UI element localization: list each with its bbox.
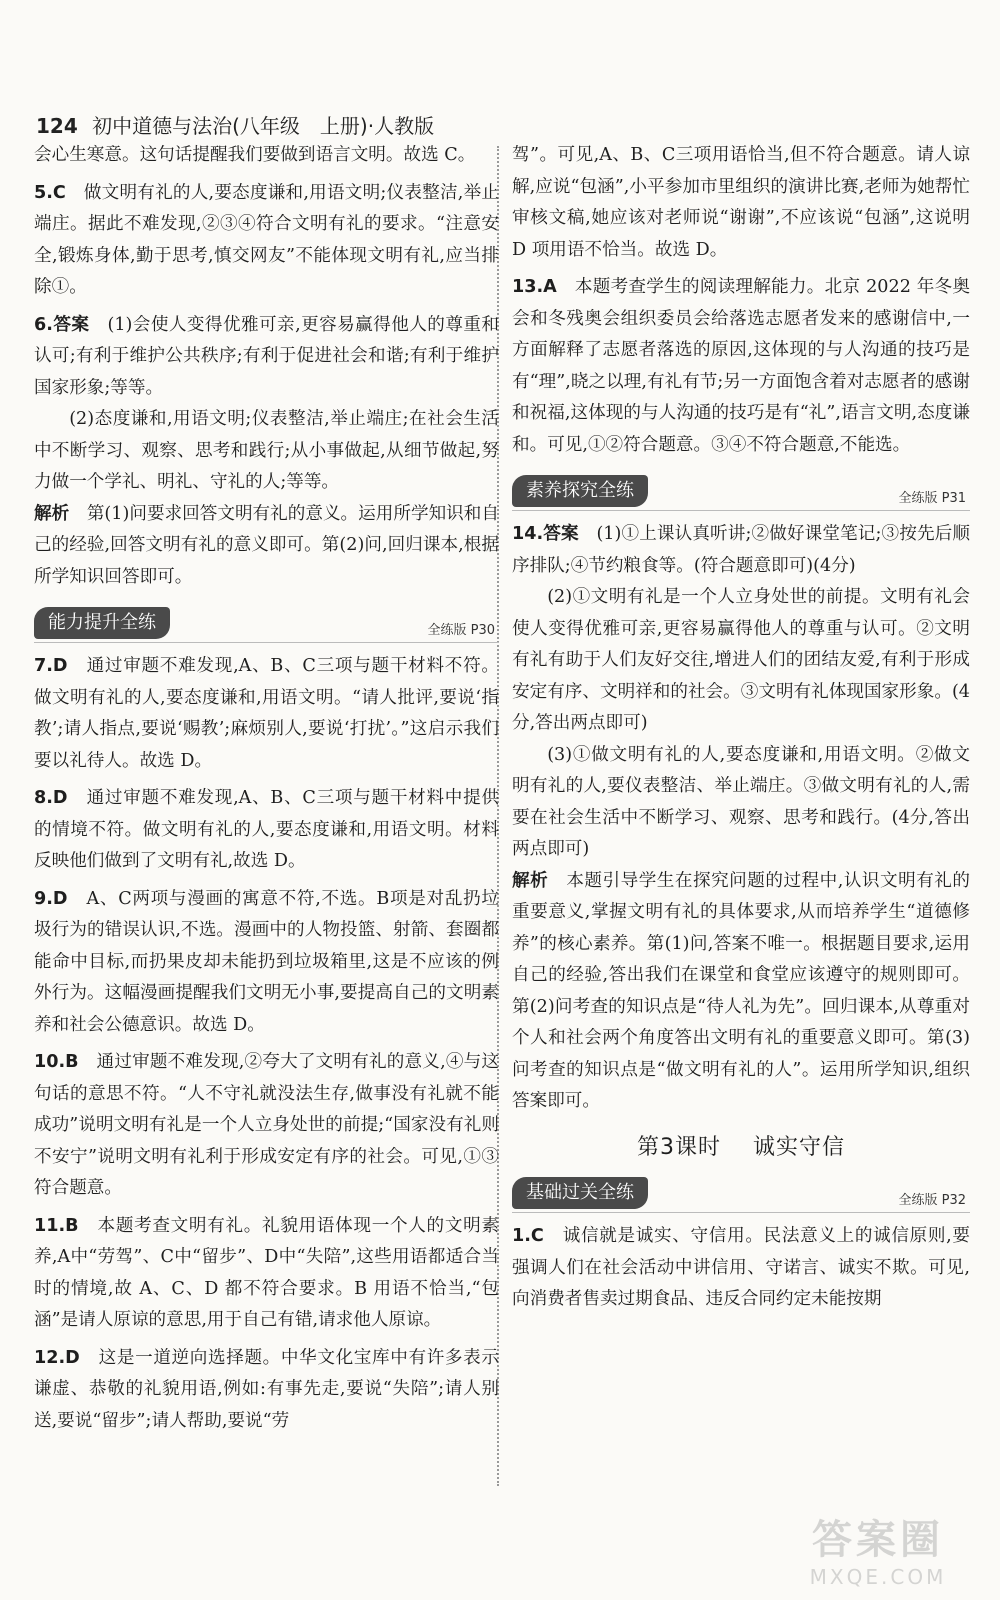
section-tag: 能力提升全练	[34, 607, 170, 639]
lesson-heading	[512, 1132, 970, 1164]
answer-text: 本题考查学生的阅读理解能力。北京 2022 年冬奥会和冬残奥会组织委员会给落选志愿者发来的感谢信中,一方面解释了志愿者落选的原因,这体现的与人沟通的技巧是有“理”,晓之以理,有礼有节;另一方面饱含着对志愿者的感谢和祝福,这体现的与人沟通的技巧是有“礼”,语言文明,态度谦和。可见,①②符合题意。③④不符合题意,不能选。	[512, 277, 970, 455]
answer-text: 会心生寒意。这句话提醒我们要做到语言文明。故选 C。	[34, 145, 476, 165]
question-14	[512, 519, 970, 1118]
question-9	[34, 884, 499, 1042]
answer-text: 驾”。可见,A、B、C三项用语恰当,但不符合题意。请人谅解,应说“包涵”,小平参加市里组织的演讲比赛,老师为她帮忙审核文稿,她应该对老师说“谢谢”,不应该说“包涵”,这说明 D 项用语不恰当。故选 D。	[512, 145, 970, 260]
question-12-tail	[512, 140, 970, 266]
question-6	[34, 310, 499, 594]
question-12	[34, 1343, 499, 1438]
question-number: 10.B	[34, 1052, 79, 1072]
answer-text: A、C两项与漫画的寓意不符,不选。B项是对乱扔垃圾行为的错误认识,不选。漫画中的人物投篮、射箭、套圈都能命中目标,而扔果皮却未能扔到垃圾箱里,这是不应该的例外行为。这幅漫画提醒我们文明无小事,要提高自己的文明素养和社会公德意识。故选 D。	[34, 888, 499, 1035]
analysis-text: 本题引导学生在探究问题的过程中,认识文明有礼的重要意义,掌握文明有礼的具体要求,从而培养学生“道德修养”的核心素养。第(1)问,答案不唯一。根据题目要求,运用自己的经验,答出我们在课堂和食堂应该遵守的规则即可。第(2)问考查的知识点是“待人礼为先”。回归课本,从尊重对个人和社会两个角度答出文明有礼的重要意义即可。第(3)问考查的知识点是“做文明有礼的人”。运用所学知识,组织答案即可。	[512, 870, 970, 1111]
analysis-label: 解析	[512, 870, 549, 891]
section-ref: 全练版 P31	[898, 491, 966, 506]
question-5	[34, 178, 499, 304]
section-header	[34, 607, 499, 641]
watermark-url: MXQE.COM	[809, 1565, 947, 1589]
question-number: 12.D	[34, 1347, 80, 1368]
question-number: 13.A	[512, 277, 557, 297]
answer-text: 通过审题不难发现,②夸大了文明有礼的意义,④与这句话的意思不符。“人不守礼就没法生存,做事没有礼就不能成功”说明文明有礼是一个人立身处世的前提;“国家没有礼则不安宁”说明文明有礼利于形成安定有序的社会。可见,①③符合题意。	[34, 1052, 499, 1198]
book-title: 初中道德与法治(八年级 上册)·人教版	[92, 114, 435, 138]
analysis-label: 解析	[34, 503, 70, 524]
question-7	[34, 651, 499, 777]
lesson-label: 第3课时	[636, 1134, 721, 1160]
analysis-text: 第(1)问要求回答文明有礼的意义。运用所学知识和自己的经验,回答文明有礼的意义即可。第(2)问,回归课本,根据所学知识回答即可。	[34, 503, 499, 587]
answer-text: (3)①做文明有礼的人,要态度谦和,用语文明。②做文明有礼的人,要仪表整洁、举止端庄。③做文明有礼的人,需要在社会生活中不断学习、观察、思考和践行。(4分,答出两点即可)	[512, 744, 970, 859]
answer-text: 诚信就是诚实、守信用。民法意义上的诚信原则,要强调人们在社会活动中讲信用、守诺言、诚实不欺。可见,向消费者售卖过期食品、违反合同约定未能按期	[512, 1226, 970, 1309]
answer-text: 本题考查文明有礼。礼貌用语体现一个人的文明素养,A中“劳驾”、C中“留步”、D中“失陪”,这些用语都适合当时的情境,故 A、C、D 都不符合要求。B 用语不恰当,“包涵”是请人原谅的意思,用于自己有错,请求他人原谅。	[34, 1215, 499, 1330]
section-tag: 素养探究全练	[512, 475, 648, 507]
question-11	[34, 1211, 499, 1337]
section-header	[512, 475, 970, 509]
right-column	[512, 140, 970, 1322]
question-number: 7.D	[34, 656, 68, 676]
left-column	[34, 140, 499, 1443]
section-rule	[34, 642, 499, 643]
answer-text: 这是一道逆向选择题。中华文化宝库中有许多表示谦虚、恭敬的礼貌用语,例如:有事先走,要说“失陪”;请人别送,要说“留步”;请人帮助,要说“劳	[34, 1347, 499, 1431]
question-4-tail	[34, 140, 499, 172]
answer-text: 做文明有礼的人,要态度谦和,用语文明;仪表整洁,举止端庄。据此不难发现,②③④符合文明有礼的要求。“注意安全,锻炼身体,勤于思考,慎交网友”不能体现文明有礼,应当排除①。	[34, 182, 499, 297]
question-8	[34, 783, 499, 878]
section-ref: 全练版 P32	[898, 1193, 966, 1208]
lesson-title: 诚实守信	[752, 1134, 845, 1160]
watermark-logo	[778, 1508, 978, 1588]
answer-text: (1)①上课认真听讲;②做好课堂笔记;③按先后顺序排队;④节约粮食等。(符合题意即可)(4分)	[512, 524, 970, 576]
section-tag: 基础过关全练	[512, 1177, 648, 1209]
section-header	[512, 1177, 970, 1211]
question-number: 9.D	[34, 888, 68, 909]
question-10	[34, 1047, 499, 1205]
question-number: 14.答案	[512, 524, 579, 544]
question-number: 5.C	[34, 182, 66, 203]
answer-text: 通过审题不难发现,A、B、C三项与题干材料不符。做文明有礼的人,要态度谦和,用语文明。“请人批评,要说‘指教’;请人指点,要说‘赐教’;麻烦别人,要说‘打扰’。”这启示我们要以礼待人。故选 D。	[34, 656, 499, 771]
question-number: 1.C	[512, 1226, 544, 1246]
answer-text: (2)态度谦和,用语文明;仪表整洁,举止端庄;在社会生活中不断学习、观察、思考和践行;从小事做起,从细节做起,努力做一个学礼、明礼、守礼的人;等等。	[34, 409, 499, 492]
question-1	[512, 1221, 970, 1316]
question-number: 11.B	[34, 1215, 79, 1236]
answer-text: 通过审题不难发现,A、B、C三项与题干材料中提供的情境不符。做文明有礼的人,要态度谦和,用语文明。材料反映他们做到了文明有礼,故选 D。	[34, 788, 499, 871]
answer-text: (2)①文明有礼是一个人立身处世的前提。文明有礼会使人变得优雅可亲,更容易赢得他人的尊重与认可。②文明有礼有助于人们友好交往,增进人们的团结友爱,有利于形成安定有序、文明祥和的社会。③文明有礼体现国家形象。(4分,答出两点即可)	[512, 587, 970, 733]
question-number: 8.D	[34, 788, 68, 808]
answer-text: (1)会使人变得优雅可亲,更容易赢得他人的尊重和认可;有利于维护公共秩序;有利于促进社会和谐;有利于维护国家形象;等等。	[34, 314, 499, 398]
page-header	[36, 110, 966, 142]
section-ref: 全练版 P30	[427, 623, 495, 638]
question-number: 6.答案	[34, 314, 90, 335]
section-rule	[512, 1212, 970, 1213]
watermark-text: 答案圈	[812, 1517, 944, 1563]
section-rule	[512, 510, 970, 511]
question-13	[512, 272, 970, 461]
page-number: 124	[36, 114, 78, 138]
